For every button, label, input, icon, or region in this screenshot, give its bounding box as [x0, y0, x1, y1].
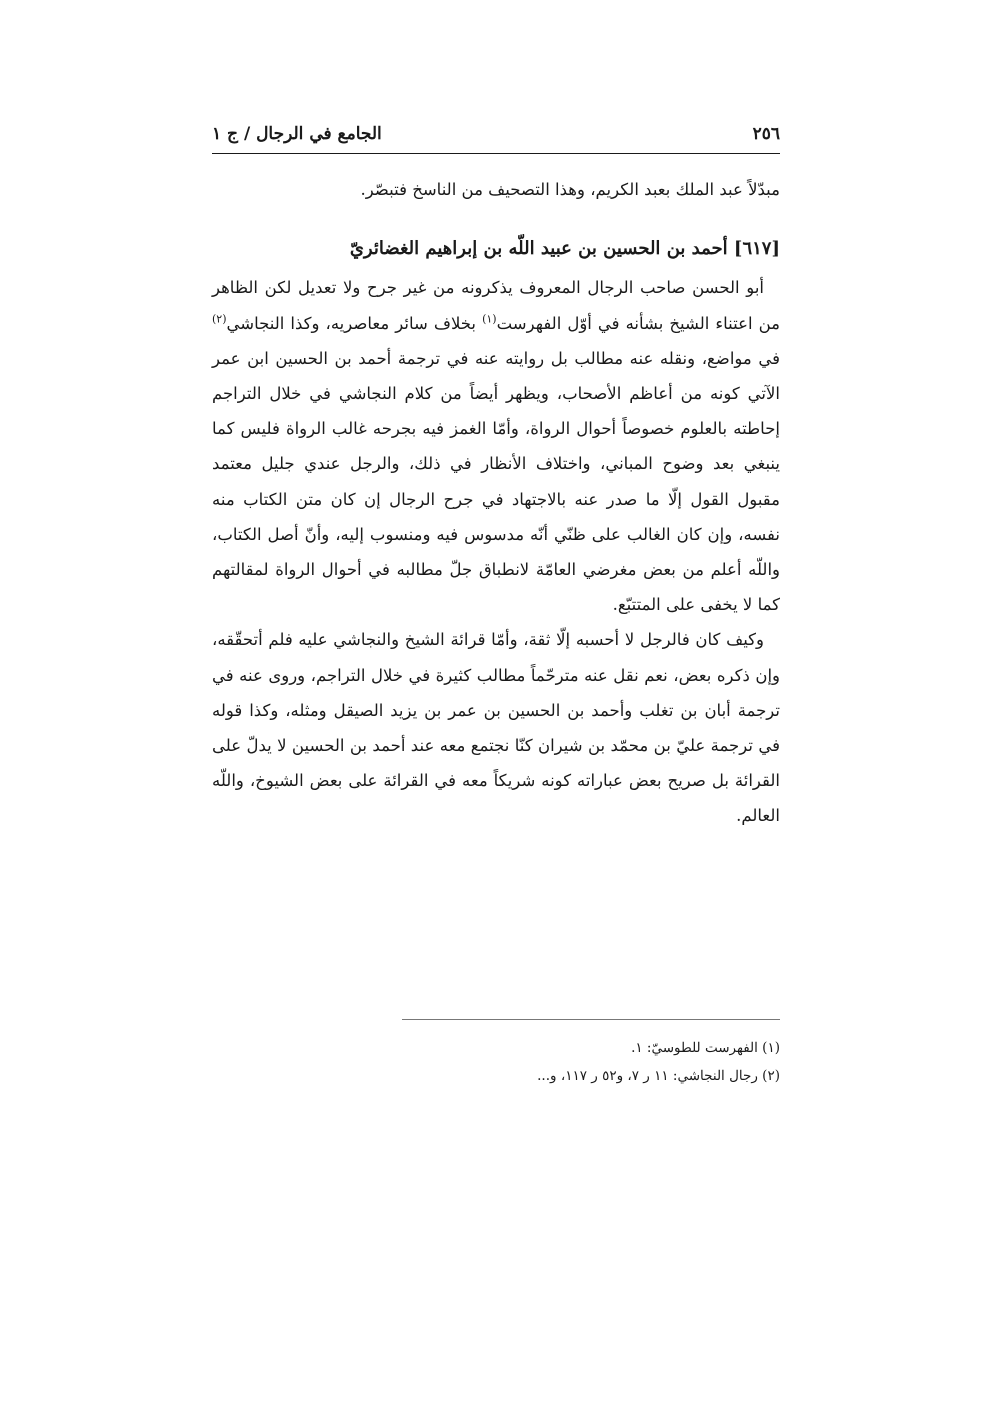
book-title: الجامع في الرجال / ج ١ [212, 124, 382, 144]
paragraph-1 [212, 270, 780, 622]
running-head [212, 124, 780, 150]
book-page [212, 0, 780, 1403]
paragraph-2: وكيف كان فالرجل لا أحسبه إلّا ثقة، وأمّا قرائة الشيخ والنجاشي عليه فلم أتحقّقه، وإن ذكره بعض، نعم نقل عنه مترحّماً مطالب كثيرة في خلال التراجم، وروى عنه في ترجمة أبان بن تغلب وأحمد بن الحسين بن عمر بن يزيد الصيقل ومثله، وكذا قوله في ترجمة عليّ بن محمّد بن شيران كنّا نجتمع معه عند أحمد بن الحسين لا يدلّ على القرائة بل صريح بعض عباراته كونه شريكاً معه في القرائة على بعض الشيوخ، واللّه العالم. [212, 630, 780, 826]
header-divider [212, 153, 780, 154]
paragraph-1-text-b: بخلاف سائر معاصريه، وكذا النجاشي [226, 313, 483, 333]
footnote-ref-1[interactable]: (١) [482, 312, 497, 326]
paragraph-1-text-c: في مواضع، ونقله عنه مطالب بل روايته عنه في ترجمة أحمد بن الحسين ابن عمر الآتي كونه من أعاظم الأصحاب، ويظهر أيضاً من كلام النجاشي في خلال التراجم إحاطته بالعلوم خصوصاً أحوال الرواة، وأمّا الغمز فيه بجرحه غالب الرواة فليس كما ينبغي بعد وضوح المباني، واختلاف الأنظار في ذلك، والرجل عندي جليل معتمد مقبول القول إلّا ما صدر عنه بالاجتهاد في جرح الرجال إن كان متن الكتاب منه نفسه، وإن كان الغالب على ظنّي أنّه مدسوس فيه ومنسوب إليه، وأنّ أصل الكتاب، واللّه أعلم من بعض مغرضي العامّة لانطباق جلّ مطالبه في أحوال الرواة لمقالتهم كما لا يخفى على المتتبّع. [212, 348, 780, 615]
footnote-ref-2[interactable]: (٢) [212, 312, 227, 326]
footnote-2: (٢) رجال النجاشي: ١١ ر ٧، و٥٢ ر ١١٧، و... [537, 1068, 780, 1084]
lead-line: مبدّلاً عبد الملك بعبد الكريم، وهذا التصحيف من الناسخ فتبصّر. [360, 180, 780, 199]
footnote-1: (١) الفهرست للطوسيّ: ١. [631, 1040, 780, 1056]
paragraph-1-text-a: أبو الحسن صاحب الرجال المعروف يذكرونه من غير جرح ولا تعديل لكن الظاهر من اعتناء الشيخ بشأنه في أوّل الفهرست [212, 278, 781, 333]
footnote-divider [402, 1019, 780, 1020]
entry-heading: [٦١٧] أحمد بن الحسين بن عبيد اللّه بن إبراهيم الغضائريّ [349, 238, 780, 260]
footnotes [212, 1034, 780, 1090]
main-text [212, 172, 780, 834]
page-number: ٢٥٦ [752, 124, 780, 144]
